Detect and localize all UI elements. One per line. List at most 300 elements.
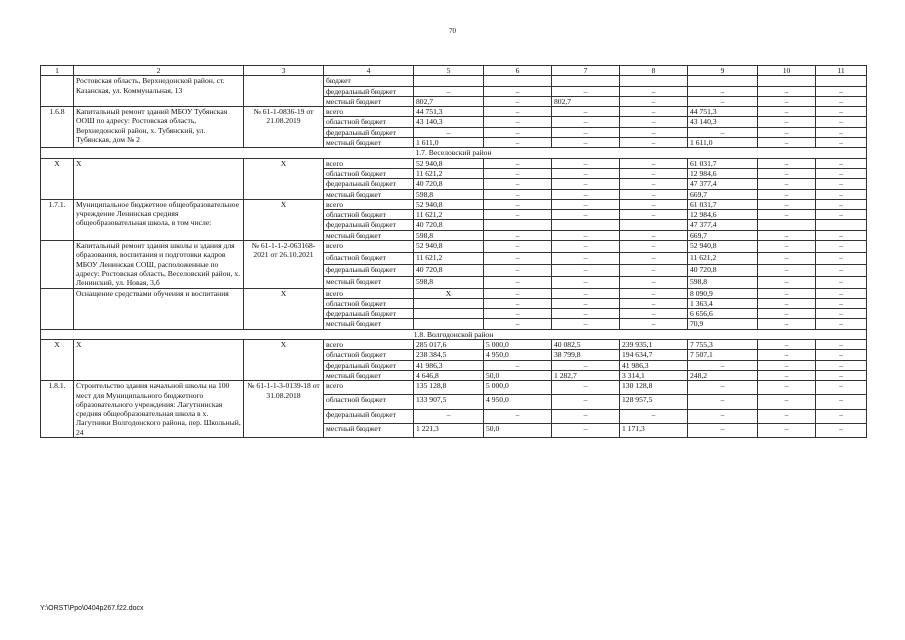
year-6: – bbox=[816, 168, 867, 178]
row-number: 1.8.1. bbox=[41, 381, 74, 438]
year-6: – bbox=[816, 179, 867, 189]
header-cell: 5 bbox=[414, 66, 484, 76]
year-1: – bbox=[484, 241, 552, 253]
section-row bbox=[41, 148, 867, 158]
object-name: Х bbox=[74, 340, 244, 381]
budget-source: местный бюджет bbox=[324, 276, 414, 288]
year-2 bbox=[552, 220, 620, 230]
year-6: – bbox=[816, 309, 867, 319]
year-6 bbox=[816, 220, 867, 230]
year-4: 669,7 bbox=[688, 189, 758, 199]
year-3: 130 128,8 bbox=[620, 381, 688, 395]
section-title: 1.8. Волгодонской район bbox=[41, 329, 867, 339]
year-3: – bbox=[620, 298, 688, 308]
year-6: – bbox=[816, 107, 867, 117]
year-2: – bbox=[552, 409, 620, 423]
year-3: – bbox=[620, 127, 688, 137]
year-3: – bbox=[620, 86, 688, 96]
year-1: – bbox=[484, 179, 552, 189]
budget-source: федеральный бюджет bbox=[324, 127, 414, 137]
year-2: – bbox=[552, 252, 620, 264]
expertise-conclusion: № 61-1-1-3-0139-18 от 31.08.2018 bbox=[244, 381, 324, 438]
year-4: 12 984,6 bbox=[688, 210, 758, 220]
total-value: 598,8 bbox=[414, 230, 484, 240]
year-3: – bbox=[620, 241, 688, 253]
budget-source: местный бюджет bbox=[324, 189, 414, 199]
year-5: – bbox=[758, 409, 816, 423]
year-2: – bbox=[552, 423, 620, 437]
year-4: 61 031,7 bbox=[688, 199, 758, 209]
total-value: 1 221,3 bbox=[414, 423, 484, 437]
section-title: 1.7. Веселовский район bbox=[41, 148, 867, 158]
budget-source: всего bbox=[324, 107, 414, 117]
budget-source: областной бюджет bbox=[324, 350, 414, 360]
year-6: – bbox=[816, 350, 867, 360]
year-1: – bbox=[484, 264, 552, 276]
year-6: – bbox=[816, 288, 867, 298]
year-5: – bbox=[758, 276, 816, 288]
table-row bbox=[41, 158, 867, 168]
section-row bbox=[41, 329, 867, 339]
year-6: – bbox=[816, 252, 867, 264]
budget-source: всего bbox=[324, 381, 414, 395]
total-value: 1 611,0 bbox=[414, 138, 484, 148]
budget-source: местный бюджет bbox=[324, 138, 414, 148]
year-2: – bbox=[552, 117, 620, 127]
year-5: – bbox=[758, 210, 816, 220]
year-2: – bbox=[552, 168, 620, 178]
year-5: – bbox=[758, 264, 816, 276]
year-1: 50,0 bbox=[484, 370, 552, 380]
total-value: – bbox=[414, 127, 484, 137]
row-number bbox=[41, 241, 74, 288]
budget-source: федеральный бюджет bbox=[324, 309, 414, 319]
expertise-conclusion: Х bbox=[244, 288, 324, 329]
header-cell: 1 bbox=[41, 66, 74, 76]
year-5: – bbox=[758, 298, 816, 308]
year-5: – bbox=[758, 340, 816, 350]
year-1: – bbox=[484, 409, 552, 423]
year-3 bbox=[620, 76, 688, 86]
header-cell: 10 bbox=[758, 66, 816, 76]
year-4: 1 363,4 bbox=[688, 298, 758, 308]
total-value: 285 017,6 bbox=[414, 340, 484, 350]
year-5: – bbox=[758, 96, 816, 106]
year-2: – bbox=[552, 86, 620, 96]
year-4: – bbox=[688, 381, 758, 395]
year-2: – bbox=[552, 127, 620, 137]
year-1: – bbox=[484, 360, 552, 370]
year-5: – bbox=[758, 127, 816, 137]
year-1: 50,0 bbox=[484, 423, 552, 437]
table-row bbox=[41, 107, 867, 117]
total-value bbox=[414, 76, 484, 86]
year-5: – bbox=[758, 288, 816, 298]
total-value: 133 907,5 bbox=[414, 395, 484, 409]
year-5: – bbox=[758, 230, 816, 240]
year-6: – bbox=[816, 138, 867, 148]
total-value: 135 128,8 bbox=[414, 381, 484, 395]
row-number: 1.6.8 bbox=[41, 107, 74, 148]
object-name: Капитальный ремонт зданий МБОУ Тубянская ООШ по адресу: Ростовская область, Верхнедонской район, х. Тубянский, ул. Тубянская, дом № 2 bbox=[74, 107, 244, 148]
total-value: Х bbox=[414, 288, 484, 298]
year-1: – bbox=[484, 210, 552, 220]
year-6: – bbox=[816, 340, 867, 350]
year-5: – bbox=[758, 158, 816, 168]
year-4: – bbox=[688, 360, 758, 370]
year-5 bbox=[758, 76, 816, 86]
year-2: – bbox=[552, 210, 620, 220]
year-3: 41 986,3 bbox=[620, 360, 688, 370]
total-value bbox=[414, 298, 484, 308]
budget-source: местный бюджет bbox=[324, 96, 414, 106]
table-body bbox=[41, 66, 867, 438]
year-4: 7 507,1 bbox=[688, 350, 758, 360]
total-value: – bbox=[414, 409, 484, 423]
year-5: – bbox=[758, 86, 816, 96]
year-3: 194 634,7 bbox=[620, 350, 688, 360]
year-1: – bbox=[484, 138, 552, 148]
year-1: – bbox=[484, 117, 552, 127]
budget-source: областной бюджет bbox=[324, 298, 414, 308]
year-6: – bbox=[816, 210, 867, 220]
year-1: – bbox=[484, 309, 552, 319]
year-4: 61 031,7 bbox=[688, 158, 758, 168]
year-6: – bbox=[816, 298, 867, 308]
budget-source: областной бюджет bbox=[324, 395, 414, 409]
budget-source: федеральный бюджет bbox=[324, 360, 414, 370]
year-4: 669,7 bbox=[688, 230, 758, 240]
row-number: 1.7.1. bbox=[41, 199, 74, 240]
year-1: 5 000,0 bbox=[484, 340, 552, 350]
year-6: – bbox=[816, 381, 867, 395]
year-1: 5 000,0 bbox=[484, 381, 552, 395]
year-6: – bbox=[816, 319, 867, 329]
year-6: – bbox=[816, 409, 867, 423]
budget-source: всего bbox=[324, 199, 414, 209]
year-4: 47 377,4 bbox=[688, 179, 758, 189]
header-cell: 8 bbox=[620, 66, 688, 76]
year-2: – bbox=[552, 264, 620, 276]
total-value bbox=[414, 319, 484, 329]
year-2: – bbox=[552, 230, 620, 240]
total-value: 40 720,8 bbox=[414, 220, 484, 230]
year-2: – bbox=[552, 381, 620, 395]
budget-source: местный бюджет bbox=[324, 423, 414, 437]
year-2: – bbox=[552, 360, 620, 370]
year-4: – bbox=[688, 96, 758, 106]
year-4: 12 984,6 bbox=[688, 168, 758, 178]
total-value: 11 621,2 bbox=[414, 252, 484, 264]
year-2: – bbox=[552, 138, 620, 148]
header-cell: 3 bbox=[244, 66, 324, 76]
object-name: Х bbox=[74, 158, 244, 199]
table-row bbox=[41, 288, 867, 298]
year-5 bbox=[758, 220, 816, 230]
year-6: – bbox=[816, 276, 867, 288]
year-1: – bbox=[484, 127, 552, 137]
year-6: – bbox=[816, 158, 867, 168]
expertise-conclusion: № 61-1-1-2-063168-2021 от 26.10.2021 bbox=[244, 241, 324, 288]
budget-source: областной бюджет bbox=[324, 168, 414, 178]
year-2 bbox=[552, 76, 620, 86]
year-4: 43 140,3 bbox=[688, 117, 758, 127]
total-value: 52 940,8 bbox=[414, 158, 484, 168]
budget-source: всего bbox=[324, 241, 414, 253]
total-value: 598,8 bbox=[414, 276, 484, 288]
year-2: – bbox=[552, 395, 620, 409]
budget-source: бюджет bbox=[324, 76, 414, 86]
total-value: 40 720,8 bbox=[414, 264, 484, 276]
year-4: 248,2 bbox=[688, 370, 758, 380]
year-5: – bbox=[758, 241, 816, 253]
year-2: – bbox=[552, 288, 620, 298]
year-3: – bbox=[620, 179, 688, 189]
table-row bbox=[41, 76, 867, 86]
year-6: – bbox=[816, 423, 867, 437]
table-row bbox=[41, 241, 867, 253]
year-6: – bbox=[816, 127, 867, 137]
year-1: – bbox=[484, 168, 552, 178]
year-1: – bbox=[484, 319, 552, 329]
year-5: – bbox=[758, 370, 816, 380]
year-4: 44 751,3 bbox=[688, 107, 758, 117]
year-3: – bbox=[620, 264, 688, 276]
year-1: 4 950,0 bbox=[484, 350, 552, 360]
total-value: 802,7 bbox=[414, 96, 484, 106]
year-4: – bbox=[688, 423, 758, 437]
year-1: – bbox=[484, 288, 552, 298]
expertise-conclusion: № 61-1-0836-19 от 21.08.2019 bbox=[244, 107, 324, 148]
budget-source: всего bbox=[324, 340, 414, 350]
year-3: – bbox=[620, 319, 688, 329]
year-4: 47 377,4 bbox=[688, 220, 758, 230]
year-5: – bbox=[758, 252, 816, 264]
header-cell: 9 bbox=[688, 66, 758, 76]
year-2: 802,7 bbox=[552, 96, 620, 106]
year-5: – bbox=[758, 360, 816, 370]
year-3: – bbox=[620, 96, 688, 106]
object-name: Ростовская область, Верхнедонской район, ст. Казанская, ул. Коммунальная, 13 bbox=[74, 76, 244, 107]
year-5: – bbox=[758, 199, 816, 209]
budget-source: федеральный бюджет bbox=[324, 409, 414, 423]
budget-source: федеральный бюджет bbox=[324, 220, 414, 230]
year-2: 1 282,7 bbox=[552, 370, 620, 380]
year-6: – bbox=[816, 370, 867, 380]
header-cell: 4 bbox=[324, 66, 414, 76]
table-row bbox=[41, 381, 867, 395]
expertise-conclusion bbox=[244, 76, 324, 107]
year-3: 3 314,1 bbox=[620, 370, 688, 380]
year-2: – bbox=[552, 241, 620, 253]
total-value: 4 646,8 bbox=[414, 370, 484, 380]
year-5: – bbox=[758, 168, 816, 178]
year-5: – bbox=[758, 189, 816, 199]
expertise-conclusion: Х bbox=[244, 158, 324, 199]
budget-source: федеральный бюджет bbox=[324, 86, 414, 96]
year-4 bbox=[688, 76, 758, 86]
year-5: – bbox=[758, 319, 816, 329]
total-value: 598,8 bbox=[414, 189, 484, 199]
year-4: 70,9 bbox=[688, 319, 758, 329]
budget-source: всего bbox=[324, 158, 414, 168]
budget-source: областной бюджет bbox=[324, 252, 414, 264]
year-6: – bbox=[816, 117, 867, 127]
year-3: – bbox=[620, 107, 688, 117]
budget-source: областной бюджет bbox=[324, 117, 414, 127]
year-3: – bbox=[620, 199, 688, 209]
page-number: 70 bbox=[449, 27, 456, 35]
header-cell: 2 bbox=[74, 66, 244, 76]
budget-source: федеральный бюджет bbox=[324, 179, 414, 189]
year-4: – bbox=[688, 409, 758, 423]
header-row bbox=[41, 66, 867, 76]
year-2: – bbox=[552, 107, 620, 117]
year-3: – bbox=[620, 138, 688, 148]
year-4: 52 940,8 bbox=[688, 241, 758, 253]
year-6: – bbox=[816, 86, 867, 96]
budget-source: местный бюджет bbox=[324, 319, 414, 329]
year-1: – bbox=[484, 276, 552, 288]
total-value: 238 384,5 bbox=[414, 350, 484, 360]
year-6: – bbox=[816, 96, 867, 106]
year-1: – bbox=[484, 107, 552, 117]
year-5: – bbox=[758, 309, 816, 319]
object-name: Муниципальное бюджетное общеобразовательное учреждение Ленинская средняя общеобразовательная школа, в том числе: bbox=[74, 199, 244, 240]
year-3: – bbox=[620, 117, 688, 127]
total-value: 11 621,2 bbox=[414, 210, 484, 220]
year-4: 11 621,2 bbox=[688, 252, 758, 264]
year-3: – bbox=[620, 210, 688, 220]
budget-source: федеральный бюджет bbox=[324, 264, 414, 276]
budget-source: областной бюджет bbox=[324, 210, 414, 220]
year-5: – bbox=[758, 395, 816, 409]
object-name: Капитальный ремонт здания школы и здания для образования, воспитания и подготовки кадров МБОУ Ленинская СОШ, расположенные по адресу: Ростовская область, Веселовский район, х. Ленинский, ул. Новая, 3,б bbox=[74, 241, 244, 288]
header-cell: 7 bbox=[552, 66, 620, 76]
budget-source: всего bbox=[324, 288, 414, 298]
budget-table bbox=[40, 65, 867, 438]
expertise-conclusion: Х bbox=[244, 340, 324, 381]
year-5: – bbox=[758, 350, 816, 360]
year-3: – bbox=[620, 288, 688, 298]
total-value: 44 751,3 bbox=[414, 107, 484, 117]
year-6: – bbox=[816, 360, 867, 370]
year-1: – bbox=[484, 86, 552, 96]
year-3: – bbox=[620, 168, 688, 178]
total-value: 40 720,8 bbox=[414, 179, 484, 189]
year-3: – bbox=[620, 276, 688, 288]
year-4: 1 611,0 bbox=[688, 138, 758, 148]
year-3: – bbox=[620, 230, 688, 240]
total-value bbox=[414, 309, 484, 319]
year-3: – bbox=[620, 189, 688, 199]
year-2: – bbox=[552, 158, 620, 168]
total-value: 43 140,3 bbox=[414, 117, 484, 127]
year-4: – bbox=[688, 395, 758, 409]
year-1: – bbox=[484, 199, 552, 209]
budget-source: местный бюджет bbox=[324, 370, 414, 380]
year-4: 6 656,6 bbox=[688, 309, 758, 319]
total-value: 52 940,8 bbox=[414, 199, 484, 209]
year-3: – bbox=[620, 158, 688, 168]
object-name: Строительство здания начальной школы на 100 мест для Муниципального бюджетного образовательного учреждения: Лагутнинская средняя общеобразовательная школа в х. Лагутники Волгодонского района, пер. Школьный, 24 bbox=[74, 381, 244, 438]
year-1 bbox=[484, 220, 552, 230]
year-1: – bbox=[484, 96, 552, 106]
year-4: – bbox=[688, 86, 758, 96]
year-2: – bbox=[552, 199, 620, 209]
file-path-footer: Y:\ORST\Ppo\0404p267.f22.docx bbox=[40, 605, 144, 612]
year-4: – bbox=[688, 127, 758, 137]
year-2: – bbox=[552, 276, 620, 288]
expertise-conclusion: Х bbox=[244, 199, 324, 240]
year-2: 40 082,5 bbox=[552, 340, 620, 350]
total-value: 52 940,8 bbox=[414, 241, 484, 253]
year-5: – bbox=[758, 138, 816, 148]
year-3: 1 171,3 bbox=[620, 423, 688, 437]
row-number: Х bbox=[41, 158, 74, 199]
year-5: – bbox=[758, 117, 816, 127]
year-3 bbox=[620, 220, 688, 230]
row-number bbox=[41, 76, 74, 107]
table-row bbox=[41, 199, 867, 209]
year-1: – bbox=[484, 158, 552, 168]
year-2: – bbox=[552, 189, 620, 199]
year-1: – bbox=[484, 230, 552, 240]
year-5: – bbox=[758, 381, 816, 395]
header-cell: 6 bbox=[484, 66, 552, 76]
row-number bbox=[41, 288, 74, 329]
year-3: – bbox=[620, 309, 688, 319]
year-3: 239 935,1 bbox=[620, 340, 688, 350]
year-6 bbox=[816, 76, 867, 86]
total-value: 41 986,3 bbox=[414, 360, 484, 370]
year-1: – bbox=[484, 298, 552, 308]
year-3: – bbox=[620, 252, 688, 264]
year-3: 128 957,5 bbox=[620, 395, 688, 409]
year-2: – bbox=[552, 309, 620, 319]
year-1: 4 950,0 bbox=[484, 395, 552, 409]
year-6: – bbox=[816, 264, 867, 276]
year-1 bbox=[484, 76, 552, 86]
year-1: – bbox=[484, 252, 552, 264]
year-4: 7 755,3 bbox=[688, 340, 758, 350]
year-6: – bbox=[816, 230, 867, 240]
year-6: – bbox=[816, 199, 867, 209]
year-5: – bbox=[758, 107, 816, 117]
table-row bbox=[41, 340, 867, 350]
row-number: Х bbox=[41, 340, 74, 381]
year-5: – bbox=[758, 179, 816, 189]
year-4: 40 720,8 bbox=[688, 264, 758, 276]
total-value: – bbox=[414, 86, 484, 96]
budget-source: местный бюджет bbox=[324, 230, 414, 240]
year-4: 8 090,9 bbox=[688, 288, 758, 298]
year-4: 598,8 bbox=[688, 276, 758, 288]
year-2: – bbox=[552, 179, 620, 189]
year-3: – bbox=[620, 409, 688, 423]
year-1: – bbox=[484, 189, 552, 199]
year-2: – bbox=[552, 298, 620, 308]
year-6: – bbox=[816, 189, 867, 199]
year-2: 38 799,8 bbox=[552, 350, 620, 360]
object-name: Оснащение средствами обучения и воспитания bbox=[74, 288, 244, 329]
total-value: 11 621,2 bbox=[414, 168, 484, 178]
year-6: – bbox=[816, 241, 867, 253]
header-cell: 11 bbox=[816, 66, 867, 76]
year-5: – bbox=[758, 423, 816, 437]
year-6: – bbox=[816, 395, 867, 409]
year-2: – bbox=[552, 319, 620, 329]
